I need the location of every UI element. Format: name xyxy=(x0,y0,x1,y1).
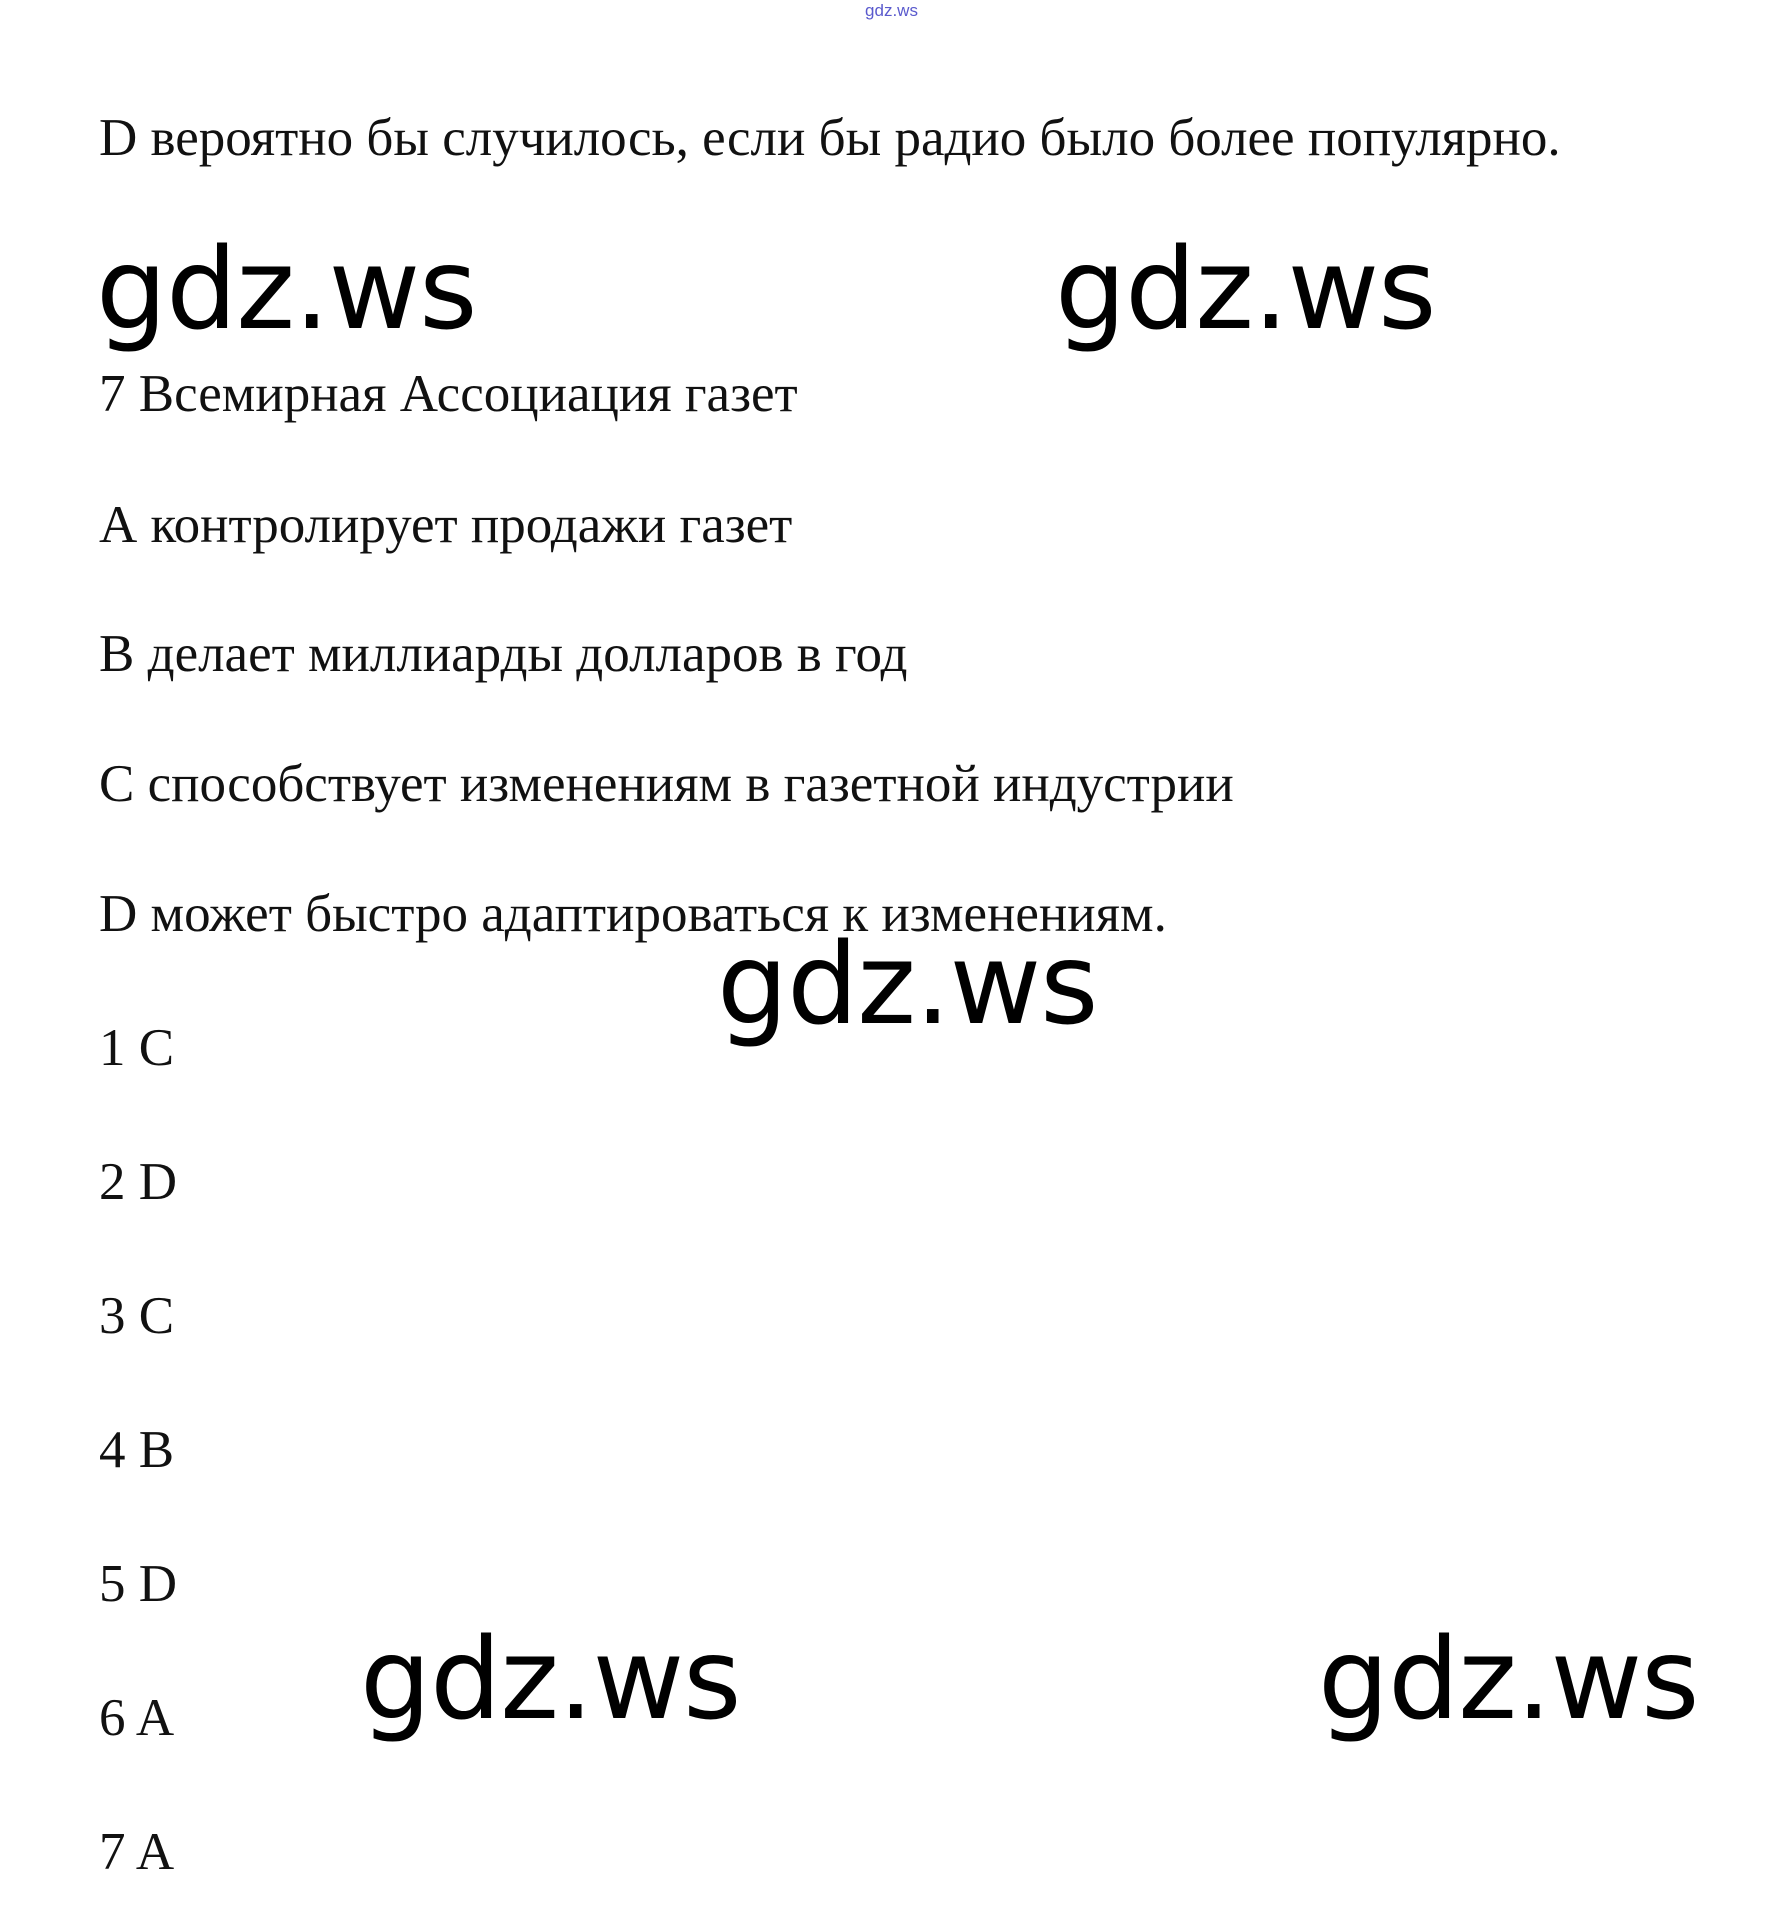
answer-item-3: 3 C xyxy=(99,1287,175,1345)
text-line-option-d: D вероятно бы случилось, если бы радио было более популярно. xyxy=(99,109,1561,167)
watermark-text: gdz.ws xyxy=(1318,1615,1699,1745)
answer-item-4: 4 B xyxy=(99,1421,175,1479)
answer-item-5: 5 D xyxy=(99,1555,178,1613)
option-c: С способствует изменениям в газетной индустрии xyxy=(99,755,1234,813)
site-mark: gdz.ws xyxy=(865,1,918,20)
watermark-text: gdz.ws xyxy=(96,225,477,355)
option-d: D может быстро адаптироваться к изменениям. xyxy=(99,885,1167,943)
answer-item-6: 6 A xyxy=(99,1689,175,1747)
option-b: В делает миллиарды долларов в год xyxy=(99,625,908,683)
watermark-text: gdz.ws xyxy=(717,920,1098,1050)
question-title: 7 Всемирная Ассоциация газет xyxy=(99,365,798,423)
option-a: А контролирует продажи газет xyxy=(99,496,793,554)
watermark-text: gdz.ws xyxy=(360,1615,741,1745)
answer-item-2: 2 D xyxy=(99,1153,178,1211)
answer-item-7: 7 A xyxy=(99,1823,175,1881)
watermark-text: gdz.ws xyxy=(1055,225,1436,355)
answer-item-1: 1 C xyxy=(99,1019,175,1077)
